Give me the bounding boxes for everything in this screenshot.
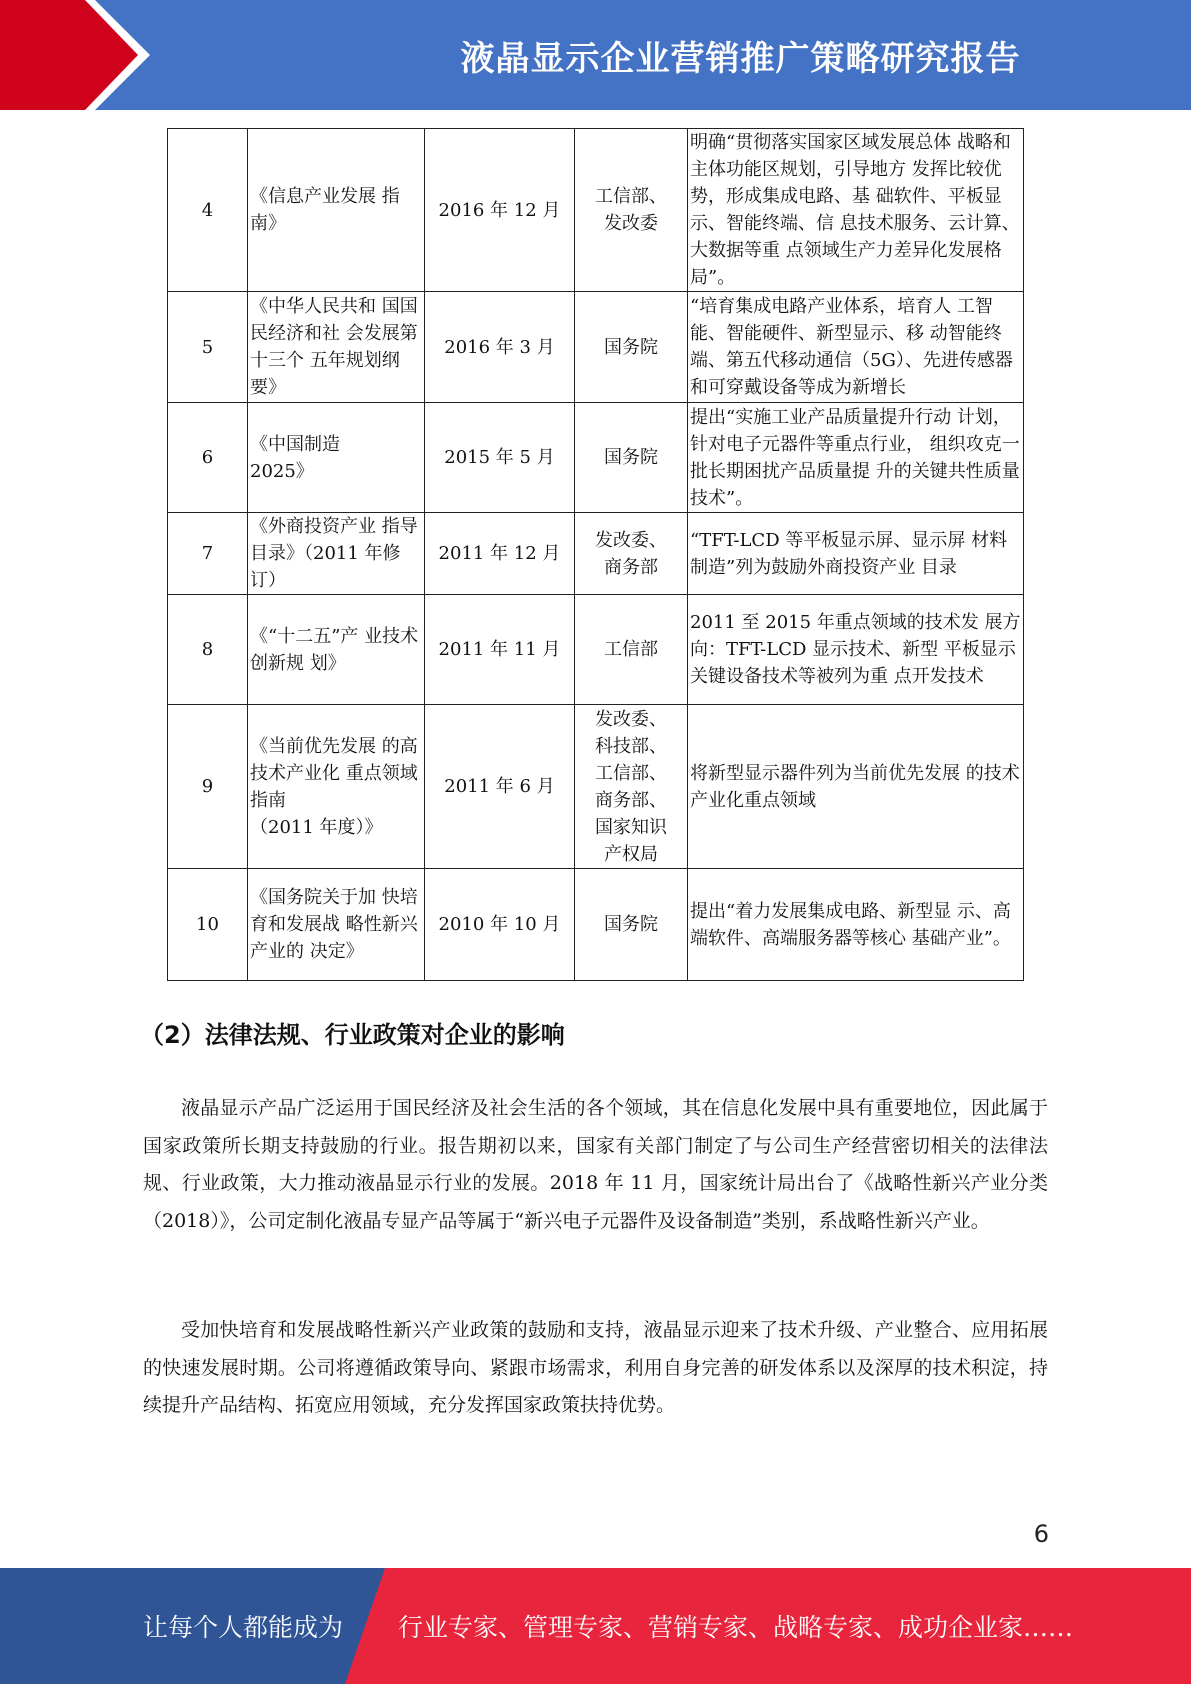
department-line: 国务院	[604, 914, 658, 935]
issuing-department	[575, 595, 688, 705]
department-line: 商务部	[604, 556, 658, 578]
row-number: 9	[168, 705, 248, 869]
department-line: 发改委、	[595, 529, 667, 551]
policy-description: 提出“实施工业产品质量提升行动 计划，针对电子元器件等重点行业， 组织攻克一批长期困扰产品质量提 升的关键共性质量技术”。	[688, 403, 1024, 513]
policy-name: 《外商投资产业 指导目录》（2011 年修订）	[248, 513, 425, 595]
issuing-department	[575, 129, 688, 292]
footer-slogan-left: 让每个人都能成为	[143, 1613, 344, 1642]
policy-description: 明确“贯彻落实国家区域发展总体 战略和主体功能区规划，引导地方 发挥比较优势，形成集成电路、基 础软件、平板显示、智能终端、信 息技术服务、云计算、大数据等重 点领域生产力差异化发展格局”。	[688, 129, 1024, 292]
issuing-department	[575, 403, 688, 513]
department-line: 发改委	[604, 213, 658, 234]
department-line: 科技部、	[595, 735, 667, 757]
department-line: 工信部	[604, 639, 658, 660]
department-line: 国务院	[604, 336, 658, 358]
report-title: 液晶显示企业营销推广策略研究报告	[460, 38, 1021, 79]
table-row	[168, 129, 1024, 292]
policy-description: 2011 至 2015 年重点领域的技术发 展方向：TFT-LCD 显示技术、新型 平板显示关键设备技术等被列为重 点开发技术	[688, 595, 1024, 705]
body-paragraph: 液晶显示产品广泛运用于国民经济及社会生活的各个领域，其在信息化发展中具有重要地位，因此属于国家政策所长期支持鼓励的行业。报告期初以来，国家有关部门制定了与公司生产经营密切相关的法律法规、行业政策，大力推动液晶显示行业的发展。2018 年 11 月，国家统计局出台了《战略性新兴产业分类（2018）》，公司定制化液晶专显产品等属于“新兴电子元器件及设备制造”类别，系战略性新兴产业。	[143, 1097, 1048, 1232]
issue-date: 2010 年 10 月	[425, 869, 575, 981]
footer-slogan-right: 行业专家、管理专家、营销专家、战略专家、成功企业家……	[398, 1613, 1074, 1642]
body-paragraph: 受加快培育和发展战略性新兴产业政策的鼓励和支持，液晶显示迎来了技术升级、产业整合、应用拓展的快速发展时期。公司将遵循政策导向、紧跟市场需求，利用自身完善的研发体系以及深厚的技术积淀，持续提升产品结构、拓宽应用领域，充分发挥国家政策扶持优势。	[143, 1319, 1048, 1416]
policy-name: 《国务院关于加 快培育和发展战 略性新兴产业的 决定》	[248, 869, 425, 981]
policy-description: 将新型显示器件列为当前优先发展 的技术产业化重点领域	[688, 705, 1024, 869]
policy-description: 提出“着力发展集成电路、新型显 示、高端软件、高端服务器等核心 基础产业”。	[688, 869, 1024, 981]
issue-date: 2016 年 12 月	[425, 129, 575, 292]
table-row	[168, 403, 1024, 513]
issuing-department	[575, 869, 688, 981]
table-row	[168, 705, 1024, 869]
policy-name: 《“十二五”产 业技术创新规 划》	[248, 595, 425, 705]
department-line: 发改委、	[595, 708, 667, 730]
page-number: 6	[1033, 1520, 1049, 1548]
department-line: 国家知识	[595, 816, 667, 838]
row-number: 8	[168, 595, 248, 705]
row-number: 7	[168, 513, 248, 595]
row-number: 4	[168, 129, 248, 292]
issuing-department	[575, 292, 688, 403]
page-footer	[0, 1568, 1191, 1684]
page-header	[0, 0, 1191, 110]
policy-name: 《中国制造 2025》	[248, 403, 425, 513]
policy-name: 《当前优先发展 的高技术产业化 重点领域指南 （2011 年度）》	[248, 705, 425, 869]
policy-name: 《中华人民共和 国国民经济和社 会发展第十三个 五年规划纲要》	[248, 292, 425, 403]
department-line: 国务院	[604, 447, 658, 468]
table-row	[168, 513, 1024, 595]
policy-name: 《信息产业发展 指南》	[248, 129, 425, 292]
section-heading: （2）法律法规、行业政策对企业的影响	[140, 1021, 565, 1049]
row-number: 6	[168, 403, 248, 513]
department-line: 商务部、	[595, 789, 667, 811]
issue-date: 2011 年 6 月	[425, 705, 575, 869]
issue-date: 2011 年 12 月	[425, 513, 575, 595]
table-row	[168, 869, 1024, 981]
issue-date: 2011 年 11 月	[425, 595, 575, 705]
table-row	[168, 292, 1024, 403]
issue-date: 2016 年 3 月	[425, 292, 575, 403]
policy-description: “培育集成电路产业体系，培育人 工智能、智能硬件、新型显示、移 动智能终端、第五代移动通信（5G）、先进传感器和可穿戴设备等成为新增长	[688, 292, 1024, 403]
row-number: 5	[168, 292, 248, 403]
issuing-department	[575, 513, 688, 595]
row-number: 10	[168, 869, 248, 981]
department-line: 工信部、	[595, 186, 667, 207]
policy-table	[167, 128, 1024, 981]
issue-date: 2015 年 5 月	[425, 403, 575, 513]
policy-description: “TFT-LCD 等平板显示屏、显示屏 材料制造”列为鼓励外商投资产业 目录	[688, 513, 1024, 595]
department-line: 产权局	[604, 843, 658, 865]
department-line: 工信部、	[595, 762, 667, 784]
table-row	[168, 595, 1024, 705]
issuing-department	[575, 705, 688, 869]
header-chevron-decoration	[0, 0, 150, 110]
